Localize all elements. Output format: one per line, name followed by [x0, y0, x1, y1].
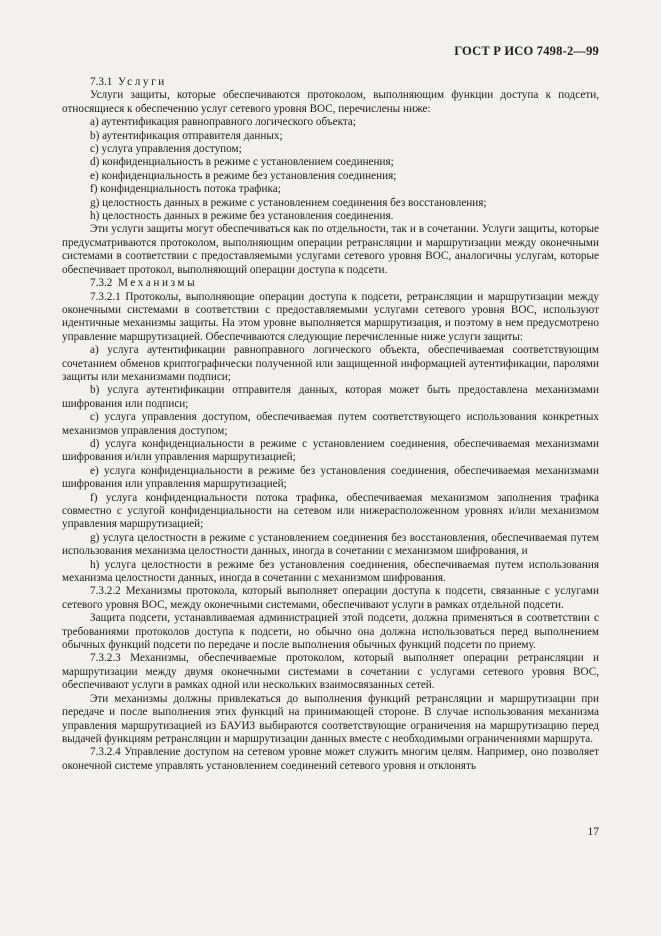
paragraph: 7.3.2.4 Управление доступом на сетевом уровне может служить многим целям. Например, оно позволяет оконечной системе управлять установлением соединений сетевого уровня и отклонять — [62, 746, 599, 772]
section-number: 7.3.1 — [90, 76, 113, 88]
page-number: 17 — [587, 826, 599, 838]
section-heading-7-3-2 — [62, 277, 599, 290]
list-item: g) целостность данных в режиме с установлением соединения без восстановления; — [90, 196, 487, 209]
list-item: h) услуга целостности в режиме без установления соединения, обеспечиваемая путем использования механизма целостности данных, иногда в сочетании с механизмом шифрования. — [62, 558, 599, 585]
paragraph: 7.3.2.2 Механизмы протокола, который выполняет операции доступа к подсети, связанные с услугами сетевого уровня ВОС, между оконечными системами, обеспечивают услуги в рамках отдельной подсети. — [62, 585, 599, 611]
document-body — [62, 76, 599, 773]
list-item: b) аутентификация отправителя данных; — [90, 129, 283, 142]
list-item: d) услуга конфиденциальности в режиме с установлением соединения, обеспечиваемая механизмами шифрования и/или управления маршрутизацией; — [62, 437, 599, 464]
list-item: a) услуга аутентификации равноправного логического объекта, обеспечиваемая соответствующим сочетанием обменов криптографически полученной или защищенной информацией аутентификации, паролями защиты или механизмами подписи; — [62, 344, 599, 383]
list-item: b) услуга аутентификации отправителя данных, которая может быть предоставлена механизмами шифрования или подписи; — [62, 384, 599, 410]
list-item: e) услуга конфиденциальности в режиме без установления соединения, обеспечиваемая механизмами шифрования или управления маршрутизацией; — [62, 464, 599, 491]
list-item: e) конфиденциальность в режиме без установления соединения; — [90, 169, 397, 182]
list-item: c) услуга управления доступом, обеспечиваемая путем соответствующего использования конкретных механизмов управления доступом; — [62, 411, 599, 437]
section-title: Услуги — [117, 76, 167, 88]
section-number: 7.3.2 — [90, 277, 113, 290]
list-item: d) конфиденциальность в режиме с установлением соединения; — [90, 156, 394, 169]
section-heading-7-3-1 — [62, 76, 599, 89]
list-item: a) аутентификация равноправного логического объекта; — [90, 116, 357, 129]
paragraph: Услуги защиты, которые обеспечиваются протоколом, выполняющим функции доступа к подсети, относящиеся к обеспечению услуг сетевого уровня ВОС, перечислены ниже: — [62, 89, 599, 115]
document-header: ГОСТ Р ИСО 7498-2—99 — [454, 44, 599, 58]
section-title: Механизмы — [117, 277, 198, 290]
list-item: f) услуга конфиденциальности потока трафика, обеспечиваемая механизмом заполнения трафика совместно с услугой конфиденциальности на сетевом или нижерасположенном уровнях и/или механизмом управления маршрутизацией; — [62, 491, 599, 531]
list-item: c) услуга управления доступом; — [90, 143, 242, 156]
paragraph: Эти механизмы должны привлекаться до выполнения функций ретрансляции и маршрутизации при передаче и после выполнения этих функций на принимающей стороне. В случае использования механизма управления маршрутизацией из БАУИЗ выбираются соответствующие ограничения на маршрутизацию перед выдачей функциям ретрансляции и маршрутизации данных вместе с необходимыми ограничениями маршрута. — [62, 692, 599, 745]
list-item: h) целостность данных в режиме без установления соединения. — [90, 210, 394, 223]
paragraph: Эти услуги защиты могут обеспечиваться как по отдельности, так и в сочетании. Услуги защиты, которые предусматриваются протоколом, выполняющим операции ретрансляции и маршрутизации между оконечными системами в соответствии с предоставляемыми услугами сетевого уровня ВОС, аналогичны услугам, которые обеспечивает протокол, выполняющий операции доступа к подсети. — [62, 223, 599, 276]
paragraph: 7.3.2.3 Механизмы, обеспечиваемые протоколом, который выполняет операции ретрансляции и маршрутизации между двумя оконечными системами в сочетании с услугами сетевого уровня ВОС, обеспечивают услуги в рамках одной или нескольких взаимосвязанных сетей. — [62, 652, 599, 692]
list-item: f) конфиденциальность потока трафика; — [90, 183, 281, 196]
paragraph: 7.3.2.1 Протоколы, выполняющие операции доступа к подсети, ретрансляции и маршрутизации между оконечными системами в соответствии с предоставляемыми услугами сетевого уровня ВОС, используют идентичные механизмы защиты. На этом уровне выполняется маршрутизация, и поэтому в нем предусмотрено управление маршрутизацией. Обеспечиваются следующие перечисленные ниже услуги защиты: — [62, 290, 599, 343]
list-item: g) услуга целостности в режиме с установлением соединения без восстановления, обеспечиваемая путем использования механизма целостности данных, иногда в сочетании с механизмом шифрования, и — [62, 531, 599, 558]
paragraph: Защита подсети, устанавливаемая администрацией этой подсети, должна применяться в соответствии с требованиями протоколов доступа к подсети, но обычно она должна использоваться перед выполнением обычных функций подсети по передаче и после выполнения обычных функций подсети по приему. — [62, 612, 599, 652]
